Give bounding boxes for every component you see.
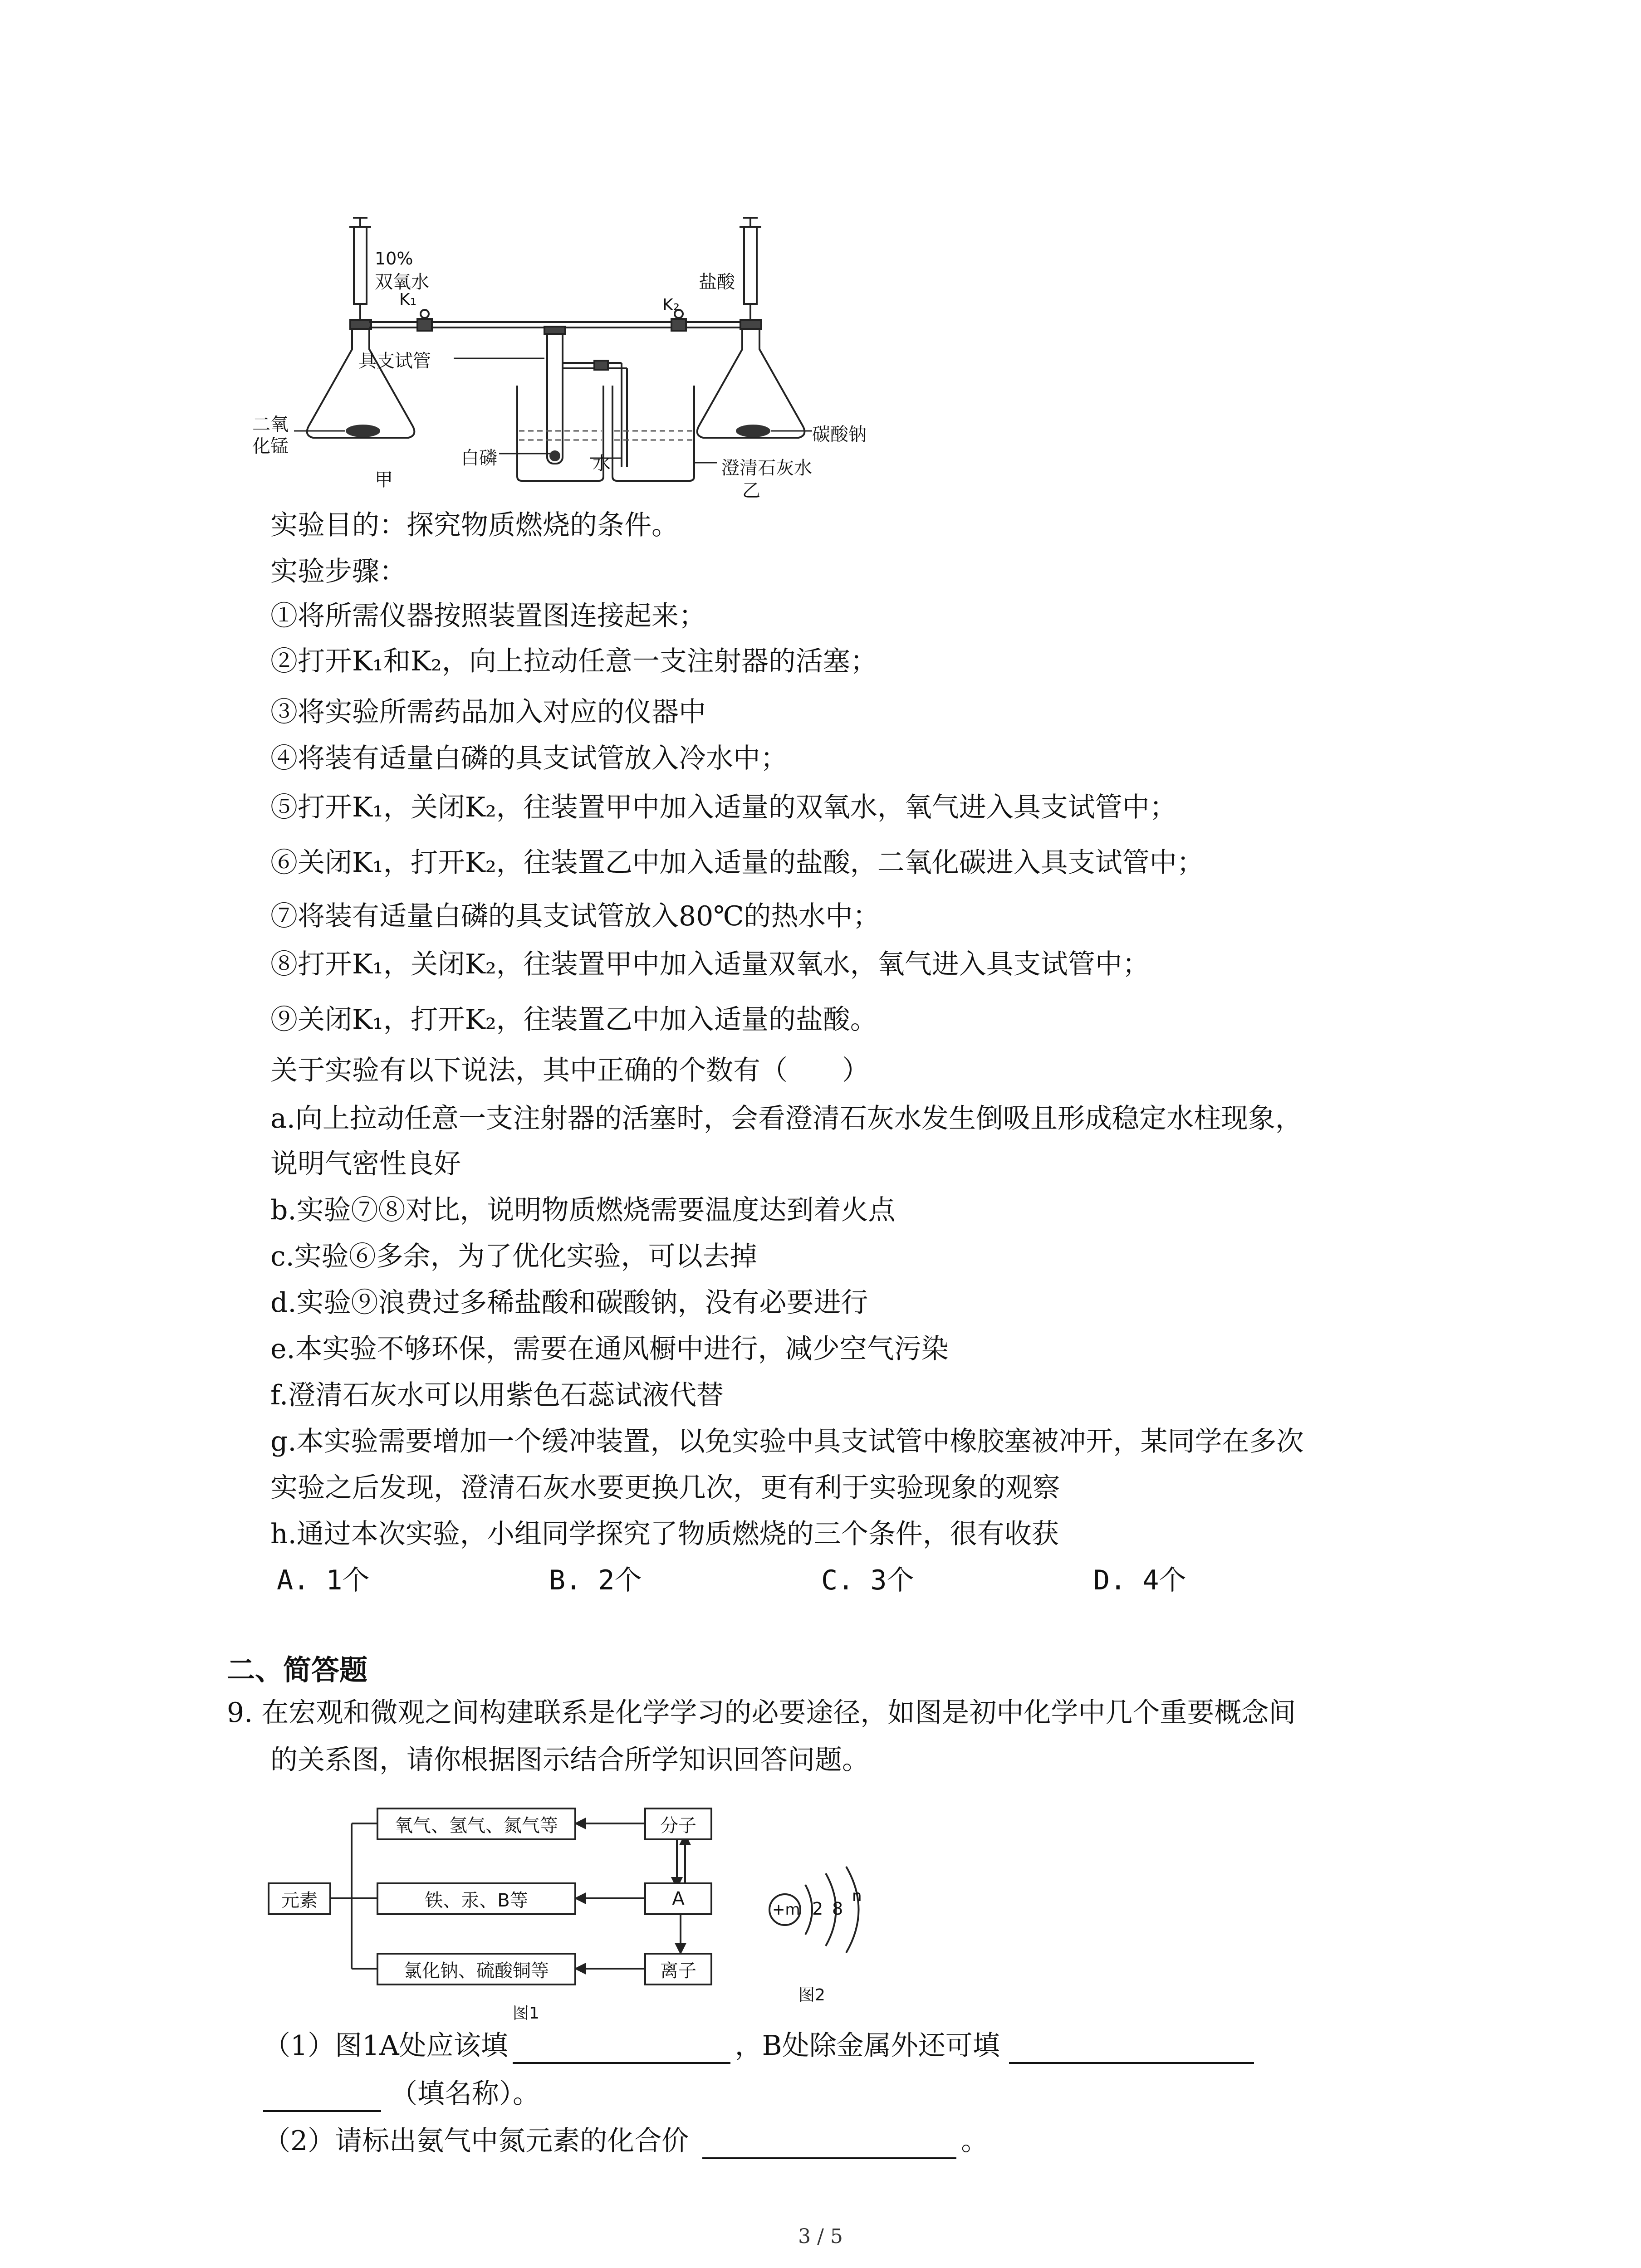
q9-line-1: 9. 在宏观和微观之间构建联系是化学学习的必要途径，如图是初中化学中几个重要概念间	[227, 1697, 1296, 1729]
element-box: 元素	[268, 1882, 331, 1915]
answer-blank-b-2[interactable]	[263, 2083, 381, 2112]
sub-question-1-cont	[263, 2076, 540, 2112]
fig2-caption: 图2	[798, 1986, 825, 2004]
option-c[interactable]: C. 3个	[821, 1564, 914, 1596]
nucleus-charge: +m	[772, 1901, 800, 1919]
step-1: ①将所需仪器按照装置图连接起来；	[270, 600, 706, 632]
row2-box: 铁、汞、B等	[377, 1882, 576, 1915]
answer-blank-a[interactable]	[513, 2035, 730, 2064]
steps-title: 实验步骤：	[270, 556, 407, 587]
conc-label: 10%	[375, 249, 413, 269]
phosphorus-label: 白磷	[461, 448, 497, 469]
step-3: ③将实验所需药品加入对应的仪器中	[270, 696, 706, 728]
statement-g: g.本实验需要增加一个缓冲装置，以免实验中具支试管中橡胶塞被冲开，某同学在多次	[270, 1426, 1304, 1457]
shell-3-count: n	[852, 1887, 862, 1905]
purpose-line: 实验目的：探究物质燃烧的条件。	[270, 509, 679, 541]
option-d[interactable]: D. 4个	[1093, 1564, 1186, 1596]
step-6: ⑥关闭K₁，打开K₂，往装置乙中加入适量的盐酸，二氧化碳进入具支试管中；	[270, 847, 1204, 879]
sub-1-middle: ，B处除金属外还可填	[735, 2030, 1000, 2062]
step-8: ⑧打开K₁，关闭K₂，往装置甲中加入适量双氧水，氧气进入具支试管中；	[270, 948, 1150, 980]
answer-blank-c[interactable]	[702, 2130, 956, 2159]
question-stem: 关于实验有以下说法，其中正确的个数有（ ）	[270, 1055, 869, 1086]
row3-box: 氯化钠、硫酸铜等	[377, 1953, 576, 1985]
sub-1-prefix: （1）图1A处应该填	[263, 2030, 508, 2062]
shell-2-count: 8	[832, 1899, 843, 1919]
step-9: ⑨关闭K₁，打开K₂，往装置乙中加入适量的盐酸。	[270, 1004, 877, 1036]
option-a[interactable]: A. 1个	[277, 1564, 370, 1596]
statement-h: h.通过本次实验，小组同学探究了物质燃烧的三个条件，很有收获	[270, 1518, 1059, 1550]
statement-b: b.实验⑦⑧对比，说明物质燃烧需要温度达到着火点	[270, 1194, 896, 1226]
flask-b-label: 乙	[742, 480, 760, 501]
limewater-label: 澄清石灰水	[721, 458, 812, 479]
step-2: ②打开K₁和K₂，向上拉动任意一支注射器的活塞；	[270, 645, 877, 677]
k2-label: K₂	[662, 296, 680, 314]
statement-a: a.向上拉动任意一支注射器的活塞时，会看澄清石灰水发生倒吸且形成稳定水柱现象，	[270, 1103, 1303, 1134]
option-b[interactable]: B. 2个	[549, 1564, 642, 1596]
mno2-label-1: 二氧	[252, 414, 289, 435]
page-number: 3 / 5	[798, 2225, 843, 2248]
flask-a-label: 甲	[375, 469, 393, 490]
step-4: ④将装有适量白磷的具支试管放入冷水中；	[270, 743, 788, 774]
sub-question-2	[263, 2123, 988, 2159]
acid-label: 盐酸	[699, 272, 735, 293]
statement-f: f.澄清石灰水可以用紫色石蕊试液代替	[270, 1379, 724, 1411]
answer-blank-b-1[interactable]	[1009, 2035, 1254, 2064]
sub-2-suffix: 。	[961, 2125, 989, 2157]
sub-1-suffix: （填名称）。	[390, 2078, 540, 2110]
statement-c: c.实验⑥多余，为了优化实验，可以去掉	[270, 1241, 757, 1272]
fig1-caption: 图1	[513, 2004, 539, 2023]
a-box: A	[644, 1882, 712, 1915]
sub-2-prefix: （2）请标出氨气中氮元素的化合价	[263, 2125, 689, 2157]
q9-line-2: 的关系图，请你根据图示结合所学知识回答问题。	[270, 1744, 869, 1776]
h2o2-label: 双氧水	[375, 272, 429, 293]
tube-label: 具支试管	[358, 351, 431, 371]
statement-e: e.本实验不够环保，需要在通风橱中进行，减少空气污染	[270, 1333, 949, 1365]
statement-d: d.实验⑨浪费过多稀盐酸和碳酸钠，没有必要进行	[270, 1287, 868, 1319]
step-5: ⑤打开K₁，关闭K₂，往装置甲中加入适量的双氧水，氧气进入具支试管中；	[270, 792, 1177, 823]
step-7: ⑦将装有适量白磷的具支试管放入80℃的热水中；	[270, 900, 880, 932]
k1-label: K₁	[399, 290, 417, 309]
statement-g-cont: 实验之后发现，澄清石灰水要更换几次，更有利于实验现象的观察	[270, 1472, 1060, 1504]
statement-a-cont: 说明气密性良好	[270, 1148, 461, 1180]
molecule-box: 分子	[644, 1808, 712, 1840]
shell-1-count: 2	[812, 1899, 823, 1919]
mno2-label-2: 化锰	[252, 436, 289, 457]
section-title: 二、简答题	[227, 1653, 368, 1686]
sub-question-1	[263, 2028, 1254, 2064]
row1-box: 氧气、氢气、氮气等	[377, 1808, 576, 1840]
na2co3-label: 碳酸钠	[812, 424, 867, 445]
ion-box: 离子	[644, 1953, 712, 1985]
water-label: 水	[593, 453, 611, 474]
